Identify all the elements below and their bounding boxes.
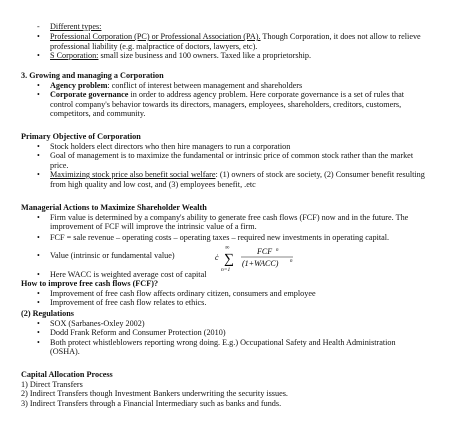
regulations-title: (2) Regulations [21, 308, 74, 318]
regulation-dodd-frank: Dodd Frank Reform and Consumer Protection (2010) [50, 328, 226, 337]
agency-line [50, 81, 302, 90]
primary-bullet-1: Stock holders elect directors who then hire managers to run a corporation [50, 141, 291, 151]
governance-line [50, 90, 404, 99]
bullet: • [37, 80, 40, 90]
bullet: • [37, 337, 40, 347]
regulation-whistleblower: Both protect whistleblowers reporting wrong doing. E.g.) Occupational Safety and Health Administration [50, 337, 396, 347]
bullet: • [37, 270, 40, 279]
managerial-bullet-1-cont: improvement of FCF will improve the intrinsic value of a firm. [50, 222, 257, 231]
bullet: • [37, 141, 40, 151]
section-3-title: 3. Growing and managing a Corporation [21, 71, 164, 80]
formula-prefix: ċ [215, 253, 219, 262]
formula-denominator: (1+WACC) [242, 259, 279, 268]
pc-text: Though Corporation, it does not allow to relieve [260, 32, 421, 41]
pc-line-cont: professional liability (e.g. malpractice of doctors, lawyers, etc). [50, 41, 258, 51]
value-formula [215, 243, 325, 273]
formula-numerator: FCF [257, 247, 273, 256]
social-welfare-label: Maximizing stock price also benefit social welfare [50, 170, 216, 179]
primary-bullet-3-cont: from high quality and low cost, and (3) employees benefit, .etc [50, 179, 256, 189]
bullet: • [37, 318, 40, 328]
types-heading: Different types: [50, 22, 102, 31]
managerial-title: Managerial Actions to Maximize Shareholder Wealth [21, 203, 207, 212]
bullet: • [37, 170, 40, 179]
bullet: • [37, 232, 40, 242]
sum-lower-limit: n=1 [221, 267, 231, 273]
sum-upper-limit: ∞ [225, 245, 230, 251]
improve-bullet-1: Improvement of free cash flow affects ordinary citizen, consumers and employee [50, 288, 316, 298]
pc-label: Professional Corporation (PC) or Professional Association (PA). [50, 32, 261, 41]
s-corp-label: S Corporation: [50, 51, 99, 60]
improve-fcf-title: How to improve free cash flows (FCF)? [21, 279, 159, 288]
bullet-dash: - [37, 22, 40, 31]
sigma-symbol: ∑ [224, 252, 234, 267]
numerator-exponent: n [276, 248, 279, 253]
capital-item-1: 1) Direct Transfers [21, 379, 83, 389]
agency-text: : conflict of interest between management and shareholders [107, 80, 303, 90]
governance-cont-2: competitors, and community. [50, 109, 146, 118]
bullet: • [37, 90, 40, 99]
primary-objective-title: Primary Objective of Corporation [21, 132, 141, 141]
primary-bullet-2: Goal of management is to maximize the fundamental or intrinsic price of common stock rather than the market [50, 151, 414, 160]
social-welfare-text: : (1) owners of stock are society, (2) Consumer benefit resulting [215, 170, 425, 179]
capital-allocation-title: Capital Allocation Process [21, 370, 113, 379]
governance-label: Corporate governance [50, 90, 129, 99]
bullet: • [37, 288, 40, 298]
capital-item-2: 2) Indirect Transfers though Investment Bankers underwriting the security issues. [21, 389, 288, 398]
bullet: • [37, 328, 40, 337]
governance-text: in order to address agency problem. Here corporate governance is a set of rules that [128, 90, 404, 99]
primary-bullet-3 [50, 170, 425, 179]
wacc-note: Here WACC is weighted average cost of capital [50, 270, 207, 279]
s-corp-text: small size business and 100 owners. Taxed like a proprietorship. [98, 51, 312, 60]
fcf-definition: FCF = sale revenue – operating costs – operating taxes – required new investments in operating capital. [50, 232, 390, 242]
pc-line [50, 32, 421, 41]
bullet: • [37, 32, 40, 41]
primary-bullet-2-cont: price. [50, 160, 69, 170]
bullet: • [37, 212, 40, 222]
value-label: Value (intrinsic or fundamental value) [50, 251, 175, 260]
regulation-sox: SOX (Sarbanes-Oxley 2002) [50, 318, 145, 328]
managerial-bullet-1: Firm value is determined by a company's ability to generate free cash flows (FCF) now and in the future. The [50, 212, 409, 222]
s-corp-line [50, 51, 311, 60]
agency-label: Agency problem [50, 80, 108, 90]
denominator-exponent: n [290, 259, 293, 264]
bullet: • [37, 151, 40, 160]
capital-item-3: 3) Indirect Transfers through a Financial Intermediary such as banks and funds. [21, 398, 282, 408]
bullet: • [37, 298, 40, 307]
improve-bullet-2: Improvement of free cash flow relates to ethics. [50, 298, 207, 307]
bullet: • [37, 51, 40, 60]
regulation-whistleblower-cont: (OSHA). [50, 347, 80, 356]
governance-cont-1: control company's behavior towards its directors, managers, employees, shareholders, creditors, customers, [50, 99, 402, 109]
bullet: • [37, 251, 40, 260]
